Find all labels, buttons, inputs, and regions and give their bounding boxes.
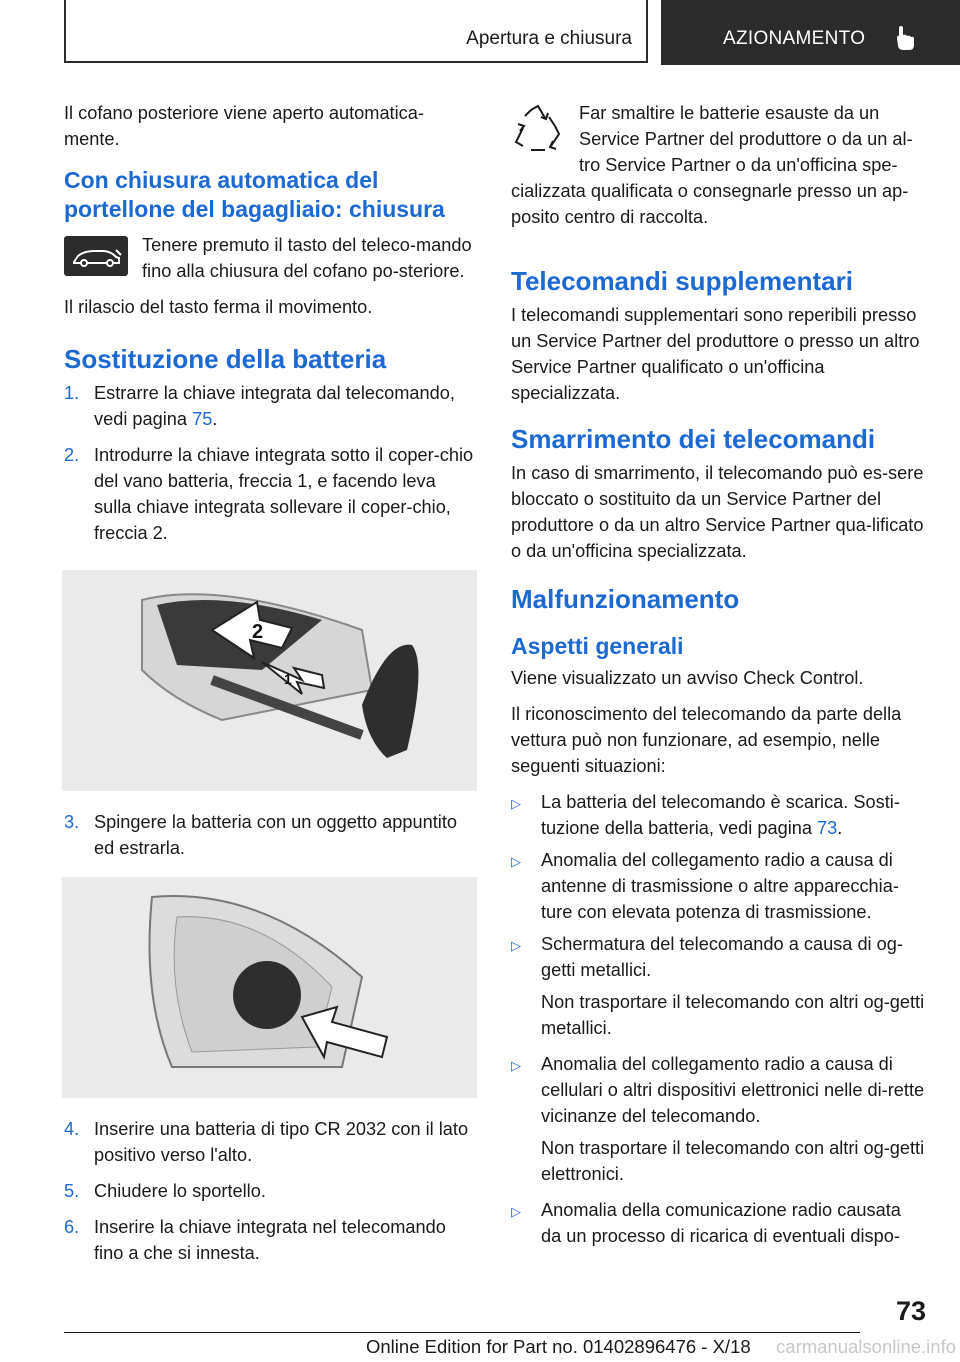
header-chapter-tab (661, 0, 960, 65)
list-item: ▷ Anomalia del collegamento radio a causa di antenne di trasmissione o altre apparecchia-ture con elevata potenza di trasmissione. (511, 850, 899, 922)
footer-edition: Online Edition for Part no. 01402896476 - X/18 (366, 1336, 751, 1357)
check-control-text: Viene visualizzato un avviso Check Control. (511, 668, 864, 688)
key-fob-illustration (62, 570, 477, 791)
step-item: 4. Inserire una batteria di tipo CR 2032 con il lato positivo verso l'alto. (64, 1119, 469, 1165)
lost-remotes-text: In caso di smarrimento, il telecomando può es-sere bloccato o sostituito da un Service Partner del produttore o da un altro Service Partner qua-lificato o da un'officina specializzata. (511, 463, 924, 561)
list-item-note: Non trasportare il telecomando con altri og-getti metallici. (541, 992, 925, 1038)
step-item: 5. Chiudere lo sportello. (64, 1181, 266, 1201)
step-item: 2. Introdurre la chiave integrata sotto il coper-chio del vano batteria, freccia 1, e facendo leva sulla chiave integrata sollevare il coper-chio, freccia 2. (64, 445, 474, 543)
svg-text:2: 2 (252, 621, 264, 643)
extra-remotes-text: I telecomandi supplementari sono reperibili presso un Service Partner del produttore o presso un altro Service Partner qualificato o un'officina specializzata. (511, 305, 920, 403)
recognition-text: Il riconoscimento del telecomando da parte della vettura può non funzionare, ad esempio, nelle seguenti situazioni: (511, 704, 902, 776)
figure-remove-battery (62, 877, 477, 1098)
step-item: 1. Estrarre la chiave integrata dal telecomando, vedi pagina 75. (64, 383, 455, 429)
recycle-text: Far smaltire le batterie esauste da un Service Partner del produttore o da un al-tro Service Partner o da un'officina spe-cializzata qualificata o consegnarle presso un ap-posito centro di raccolta. (511, 103, 913, 227)
left-column (64, 100, 476, 1276)
header-section-tab (64, 0, 648, 63)
footer-watermark: carmanualsonline.info (776, 1336, 956, 1357)
hold-button-text: Tenere premuto il tasto del teleco-mando fino alla chiusura del cofano po-steriore. (142, 235, 472, 281)
figure-open-battery-cover (62, 570, 477, 791)
list-item: ▷ Anomalia della comunicazione radio causata da un processo di ricarica di eventuali dispo- (511, 1200, 901, 1246)
heading-auto-close: Con chiusura automatica del portellone del bagagliaio: chiusura (64, 167, 445, 222)
fault-bullet-list (511, 789, 926, 1249)
heading-battery: Sostituzione della batteria (64, 344, 387, 374)
list-item: ▷ La batteria del telecomando è scarica. Sosti-tuzione della batteria, vedi pagina 73. (511, 792, 900, 838)
heading-general: Aspetti generali (511, 633, 684, 659)
page-link[interactable]: 75 (192, 409, 213, 429)
chapter-title: AZIONAMENTO (723, 28, 866, 49)
release-text: Il rilascio del tasto ferma il movimento. (64, 297, 373, 317)
page-number: 73 (895, 1296, 926, 1326)
heading-extra-remotes: Telecomandi supplementari (511, 266, 853, 296)
battery-compartment-illustration (62, 877, 477, 1098)
list-item: ▷ Anomalia del collegamento radio a causa di cellulari o altri dispositivi elettronici nelle di-rette vicinanze del telecomando. (511, 1054, 925, 1126)
step-item: 3. Spingere la batteria con un oggetto appuntito ed estrarla. (64, 812, 458, 858)
heading-lost-remotes: Smarrimento dei telecomandi (511, 424, 876, 454)
step-item: 6. Inserire la chiave integrata nel telecomando fino a che si innesta. (64, 1217, 446, 1263)
section-title: Apertura e chiusura (466, 28, 632, 49)
hand-pointer-icon (895, 24, 917, 52)
car-tailgate-button-icon (64, 236, 128, 276)
list-item-note: Non trasportare il telecomando con altri og-getti elettronici. (541, 1138, 925, 1184)
svg-text:1: 1 (284, 671, 292, 687)
recycle-icon (511, 104, 565, 154)
footer-rule (64, 1332, 860, 1333)
right-column (511, 100, 926, 1255)
heading-malfunction: Malfunzionamento (511, 584, 740, 614)
battery-steps (64, 380, 476, 546)
page-link[interactable]: 73 (817, 818, 838, 838)
intro-text: Il cofano posteriore viene aperto automatica-mente. (64, 103, 424, 149)
list-item: ▷ Schermatura del telecomando a causa di og-getti metallici. (511, 934, 903, 980)
